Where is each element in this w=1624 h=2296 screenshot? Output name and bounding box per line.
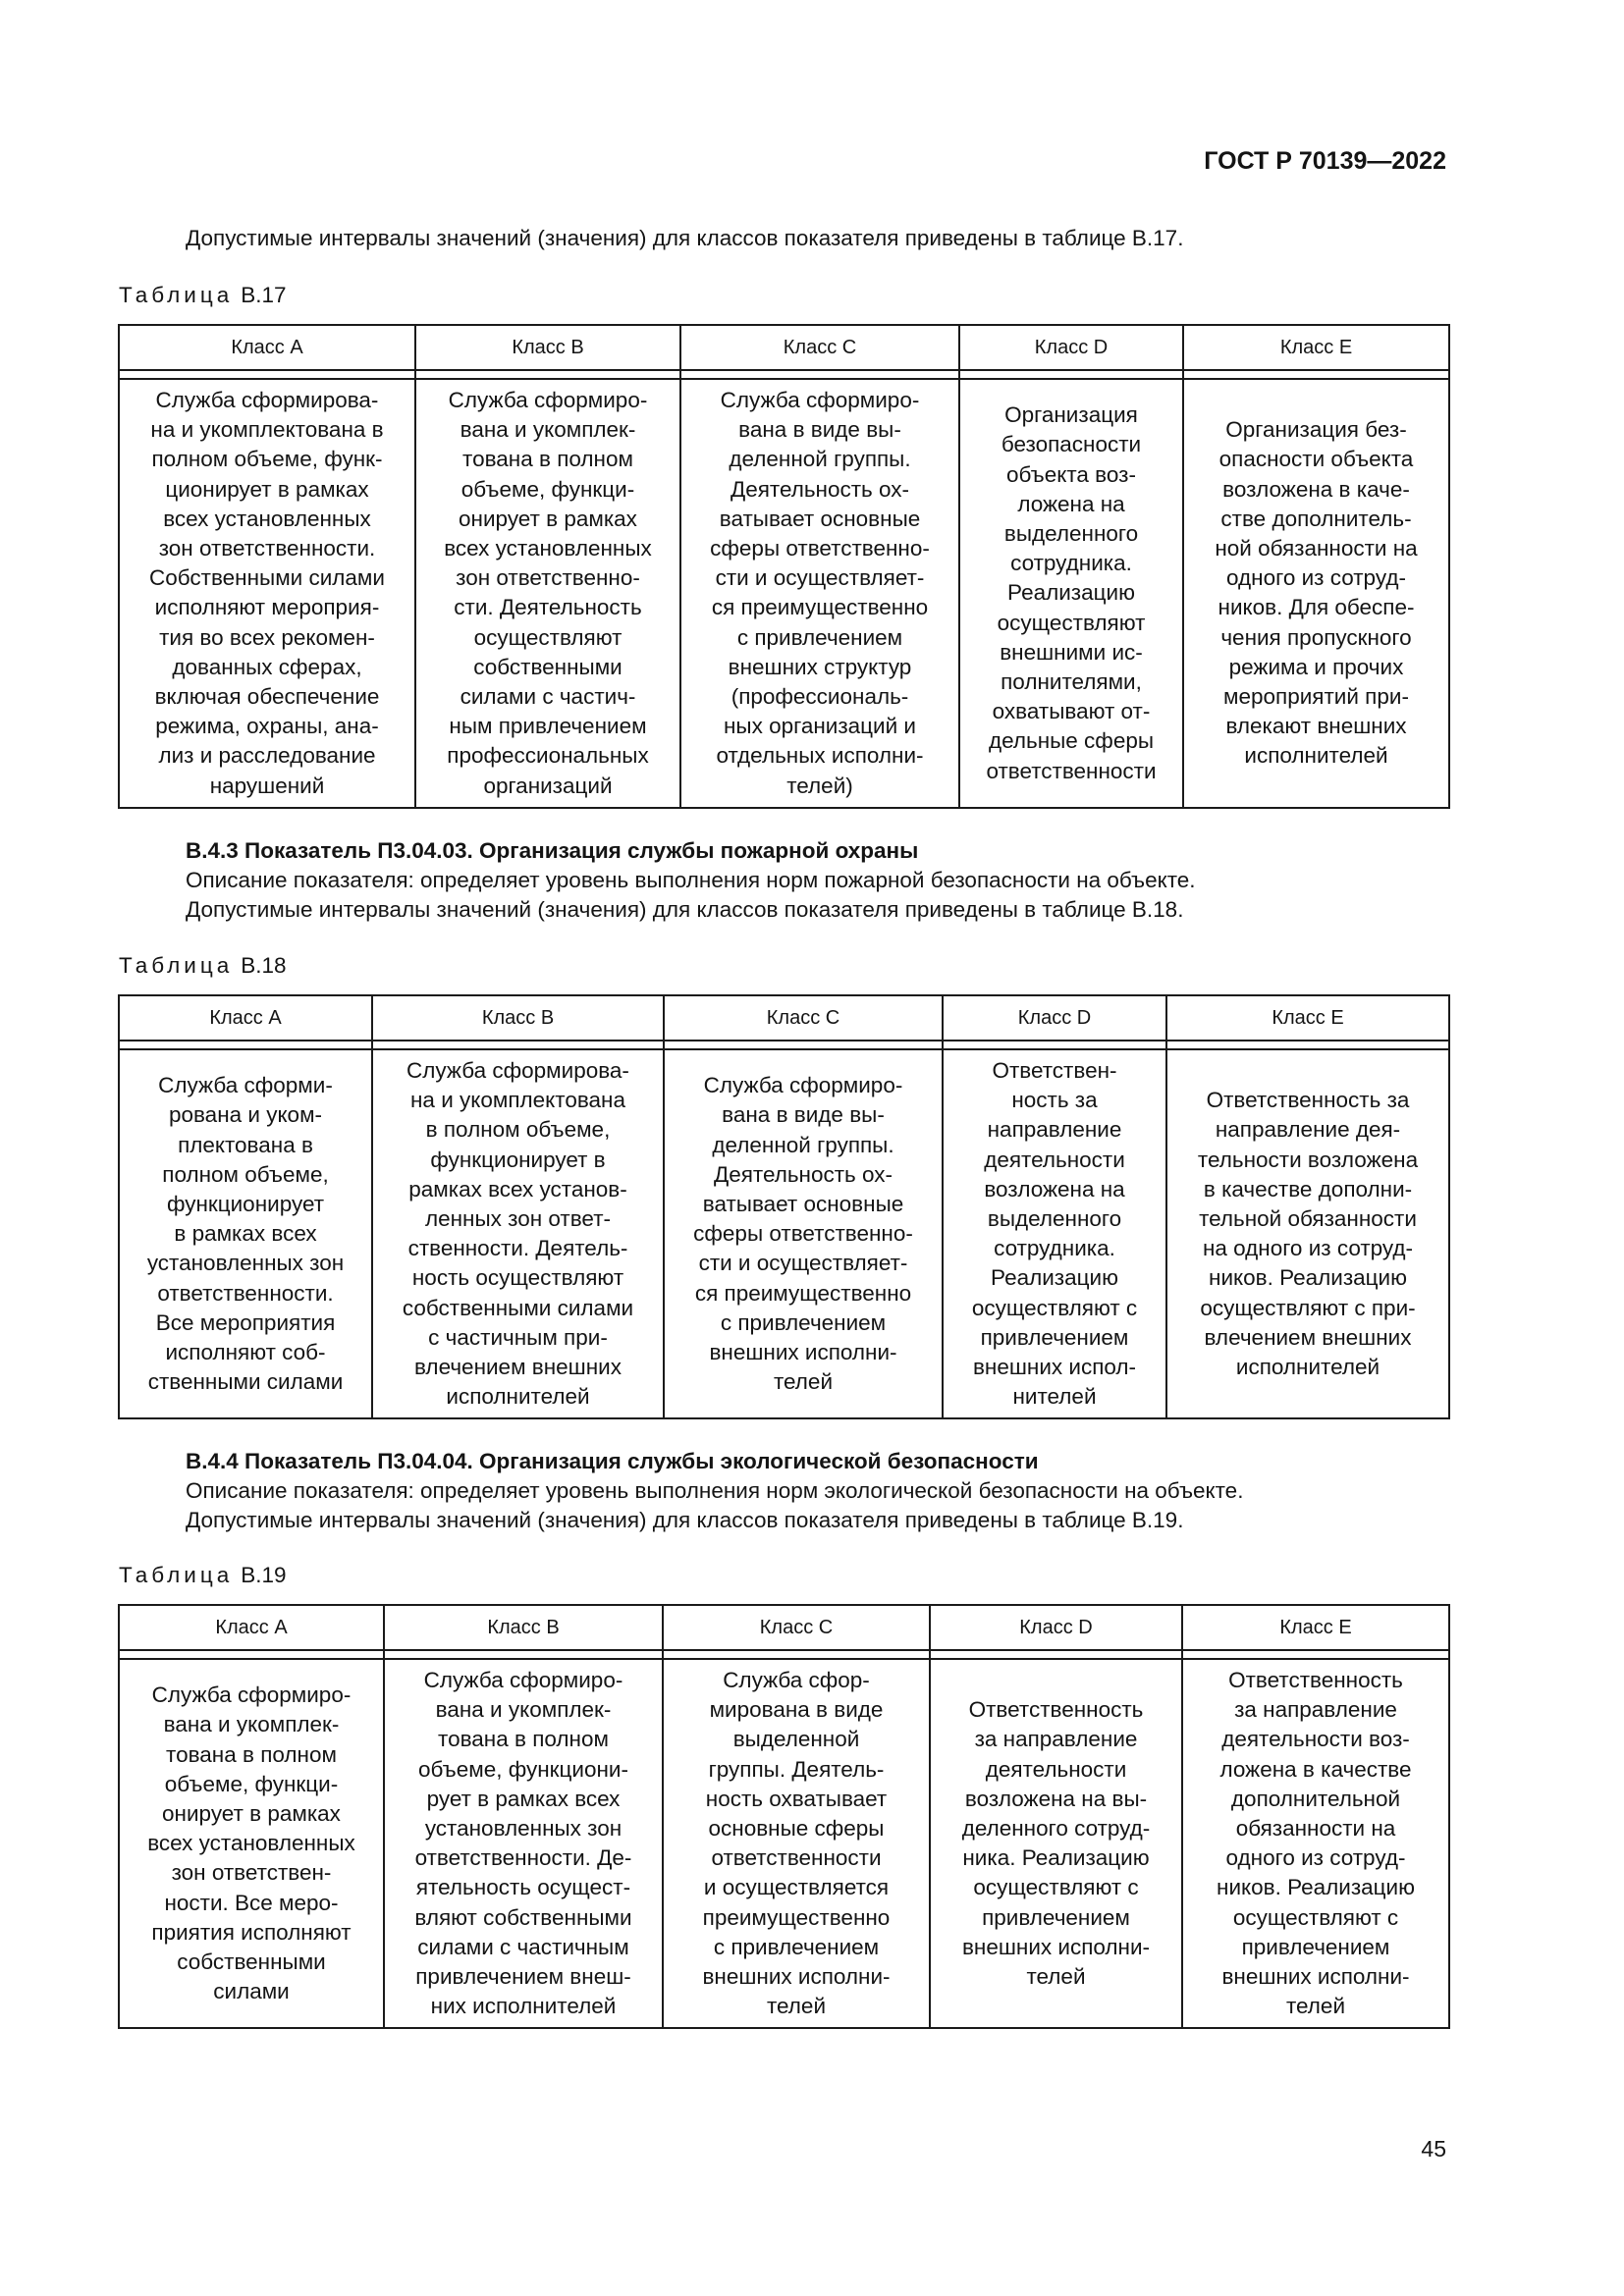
cell-class-d: Ответствен- ность за направление деятельности возложена на выделенного сотрудника. Реализацию осуществляют с привлечением внешних испол- нителей [943,1049,1166,1418]
header-class-d: Класс D [930,1605,1182,1650]
spacer-cell [119,370,415,379]
table-caption-b19 [119,1563,287,1588]
cell-class-b: Служба сформиро- вана и укомплек- тована в полном объеме, функци- онирует в рамках всех установленных зон ответственно- сти. Деятельность осуществляют собственными силами с частич- ным привлечением профессиональных организаций [415,379,680,808]
header-class-b: Класс В [415,325,680,370]
table-spacer-row [119,1650,1449,1659]
table-header-row [119,995,1449,1041]
table-caption-word: Таблица [119,283,234,307]
table-b17 [118,324,1450,809]
header-class-e: Класс Е [1166,995,1449,1041]
cell-class-e: Организация без- опасности объекта возложена в каче- стве дополнитель- ной обязанности на одного из сотруд- ников. Для обеспе- чения пропускного режима и прочих мероприятий при- влекают внешних исполнителей [1183,379,1449,808]
cell-class-d: Ответственность за направление деятельности возложена на вы- деленного сотруд- ника. Реализацию осуществляют с привлечением внешних исполни- телей [930,1659,1182,2028]
spacer-cell [384,1650,663,1659]
intro-paragraph-b17: Допустимые интервалы значений (значения) для классов показателя приведены в таблице В.17. [186,226,1184,250]
spacer-cell [680,370,959,379]
table-caption-word: Таблица [119,953,234,978]
header-class-e: Класс Е [1182,1605,1449,1650]
section-title-b43: В.4.3 Показатель П3.04.03. Организация службы пожарной охраны [186,838,919,863]
spacer-cell [372,1041,664,1049]
header-class-a: Класс А [119,1605,384,1650]
cell-class-c: Служба сформиро- вана в виде вы- деленной группы. Деятельность ох- ватывает основные сферы ответственно- сти и осуществляет- ся преимущественно с привлечением внешних исполни- телей [664,1049,943,1418]
cell-class-a: Служба сформиро- вана и укомплек- тована в полном объеме, функци- онирует в рамках всех установленных зон ответствен- ности. Все меро- приятия исполняют собственными силами [119,1659,384,2028]
standard-code: ГОСТ Р 70139—2022 [1204,147,1446,175]
cell-class-c: Служба сформиро- вана в виде вы- деленной группы. Деятельность ох- ватывает основные сферы ответственно- сти и осуществляет- ся преимущественно с привлечением внешних структур (профессиональ- ных организаций и отдельных исполни- телей) [680,379,959,808]
table-spacer-row [119,370,1449,379]
header-class-d: Класс D [959,325,1183,370]
spacer-cell [1182,1650,1449,1659]
cell-class-e: Ответственность за направление деятельности воз- ложена в качестве дополнительной обязанности на одного из сотруд- ников. Реализацию осуществляют с привлечением внешних исполни- телей [1182,1659,1449,2028]
cell-class-a: Служба сформи- рована и уком- плектована в полном объеме, функционирует в рамках всех установленных зон ответственности. Все мероприятия исполняют соб- ственными силами [119,1049,372,1418]
header-class-e: Класс Е [1183,325,1449,370]
spacer-cell [663,1650,930,1659]
cell-class-b: Служба сформирова- на и укомплектована в полном объеме, функционирует в рамках всех установ- ленных зон ответ- ственности. Деятель- ность осуществляют собственными силами с частичным при- влечением внешних исполнителей [372,1049,664,1418]
spacer-cell [664,1041,943,1049]
cell-class-c: Служба сфор- мирована в виде выделенной группы. Деятель- ность охватывает основные сферы ответственности и осуществляется преимущественно с привлечением внешних исполни- телей [663,1659,930,2028]
table-b18 [118,994,1450,1419]
spacer-cell [943,1041,1166,1049]
cell-class-e: Ответственность за направление дея- тельности возложена в качестве дополни- тельной обязанности на одного из сотруд- ников. Реализацию осуществляют с при- влечением внешних исполнителей [1166,1049,1449,1418]
header-class-b: Класс В [384,1605,663,1650]
spacer-cell [1166,1041,1449,1049]
spacer-cell [415,370,680,379]
spacer-cell [930,1650,1182,1659]
table-row [119,1049,1449,1418]
section-intervals-b44: Допустимые интервалы значений (значения) для классов показателя приведены в таблице В.19. [186,1508,1184,1532]
cell-class-b: Служба сформиро- вана и укомплек- тована в полном объеме, функциони- рует в рамках всех установленных зон ответственности. Де- ятельность осущест- вляют собственными силами с частичным привлечением внеш- них исполнителей [384,1659,663,2028]
table-caption-b17 [119,283,287,308]
spacer-cell [119,1041,372,1049]
spacer-cell [1183,370,1449,379]
spacer-cell [959,370,1183,379]
header-class-c: Класс С [680,325,959,370]
header-class-c: Класс С [663,1605,930,1650]
section-title-b44: В.4.4 Показатель П3.04.04. Организация службы экологической безопасности [186,1449,1039,1473]
page-number: 45 [1421,2136,1446,2162]
table-caption-number: В.17 [241,283,287,307]
header-class-a: Класс А [119,995,372,1041]
table-b19 [118,1604,1450,2029]
table-caption-number: В.18 [241,953,287,978]
table-spacer-row [119,1041,1449,1049]
section-description-b44: Описание показателя: определяет уровень выполнения норм экологической безопасности на объекте. [186,1478,1244,1503]
table-caption-word: Таблица [119,1563,234,1587]
table-row [119,379,1449,808]
header-class-b: Класс В [372,995,664,1041]
table-header-row [119,1605,1449,1650]
spacer-cell [119,1650,384,1659]
cell-class-a: Служба сформирова- на и укомплектована в полном объеме, функ- ционирует в рамках всех установленных зон ответственности. Собственными силами исполняют мероприя- тия во всех рекомен- дованных сферах, включая обеспечение режима, охраны, ана- лиз и расследование нарушений [119,379,415,808]
section-intervals-b43: Допустимые интервалы значений (значения) для классов показателя приведены в таблице В.18. [186,897,1184,922]
section-description-b43: Описание показателя: определяет уровень выполнения норм пожарной безопасности на объекте. [186,868,1196,892]
cell-class-d: Организация безопасности объекта воз- ложена на выделенного сотрудника. Реализацию осуществляют внешними ис- полнителями, охватывают от- дельные сферы ответственности [959,379,1183,808]
table-caption-number: В.19 [241,1563,287,1587]
header-class-a: Класс А [119,325,415,370]
header-class-c: Класс С [664,995,943,1041]
table-header-row [119,325,1449,370]
table-caption-b18 [119,953,287,979]
table-row [119,1659,1449,2028]
header-class-d: Класс D [943,995,1166,1041]
